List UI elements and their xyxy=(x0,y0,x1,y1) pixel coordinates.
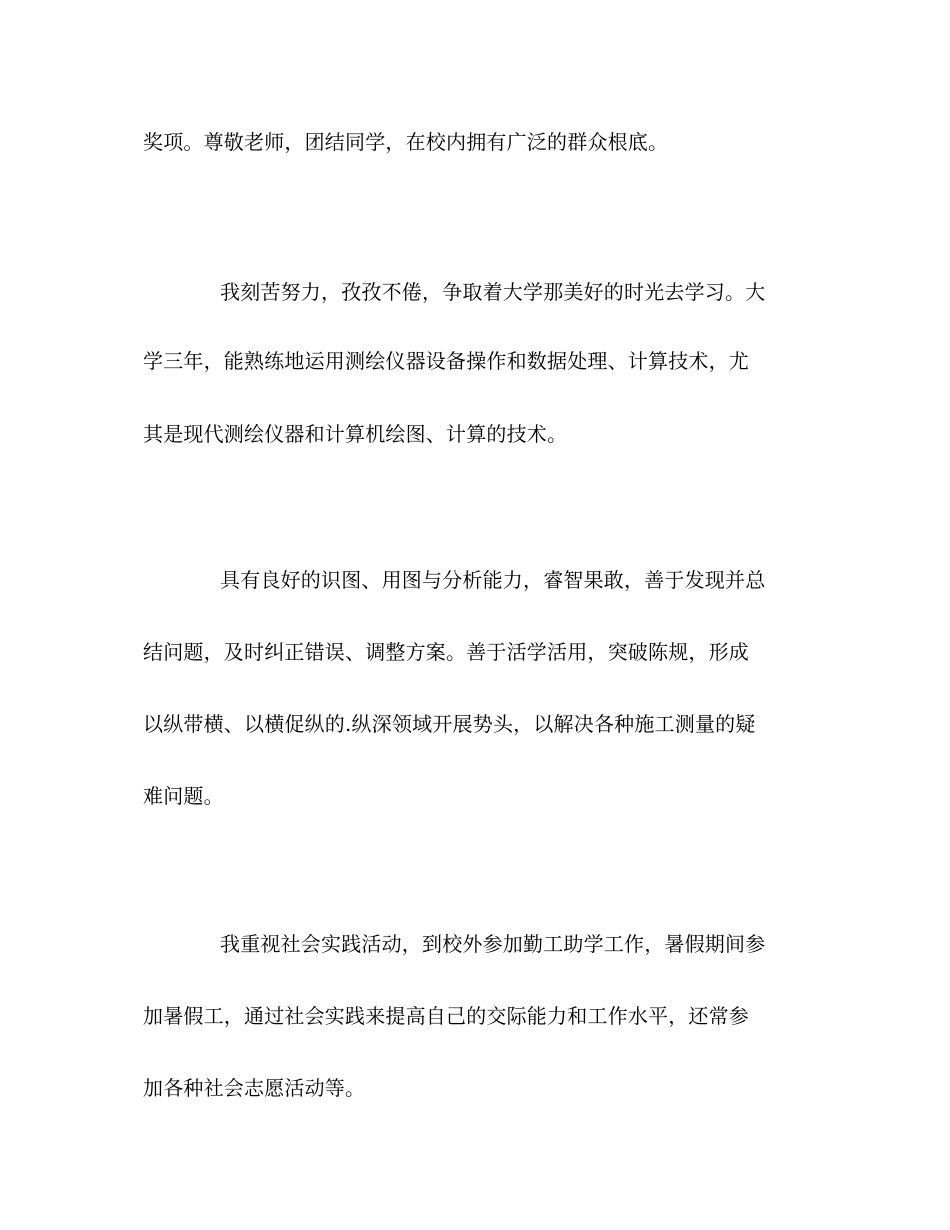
paragraph-3-line-2: 结问题，及时纠正错误、调整方案。善于活学活用，突破陈规，形成 xyxy=(143,640,749,664)
paragraph-1-line-1: 奖项。尊敬老师，团结同学，在校内拥有广泛的群众根底。 xyxy=(143,130,669,154)
paragraph-4-line-1: 我重视社会实践活动，到校外参加勤工助学工作，暑假期间参 xyxy=(220,932,766,956)
paragraph-3-line-1: 具有良好的识图、用图与分析能力，睿智果敢，善于发现并总 xyxy=(220,568,766,592)
paragraph-3-line-4: 难问题。 xyxy=(143,784,224,808)
paragraph-2-line-2: 学三年，能熟练地运用测绘仪器设备操作和数据处理、计算技术，尤 xyxy=(143,349,749,373)
paragraph-3-line-3: 以纵带横、以横促纵的.纵深领域开展势头，以解决各种施工测量的疑 xyxy=(143,712,756,736)
paragraph-4-line-3: 加各种社会志愿活动等。 xyxy=(143,1076,366,1100)
paragraph-2-line-3: 其是现代测绘仪器和计算机绘图、计算的技术。 xyxy=(143,422,568,446)
paragraph-4-line-2: 加暑假工，通过社会实践来提高自己的交际能力和工作水平，还常参 xyxy=(143,1004,749,1028)
paragraph-2-line-1: 我刻苦努力，孜孜不倦，争取着大学那美好的时光去学习。大 xyxy=(220,280,766,304)
